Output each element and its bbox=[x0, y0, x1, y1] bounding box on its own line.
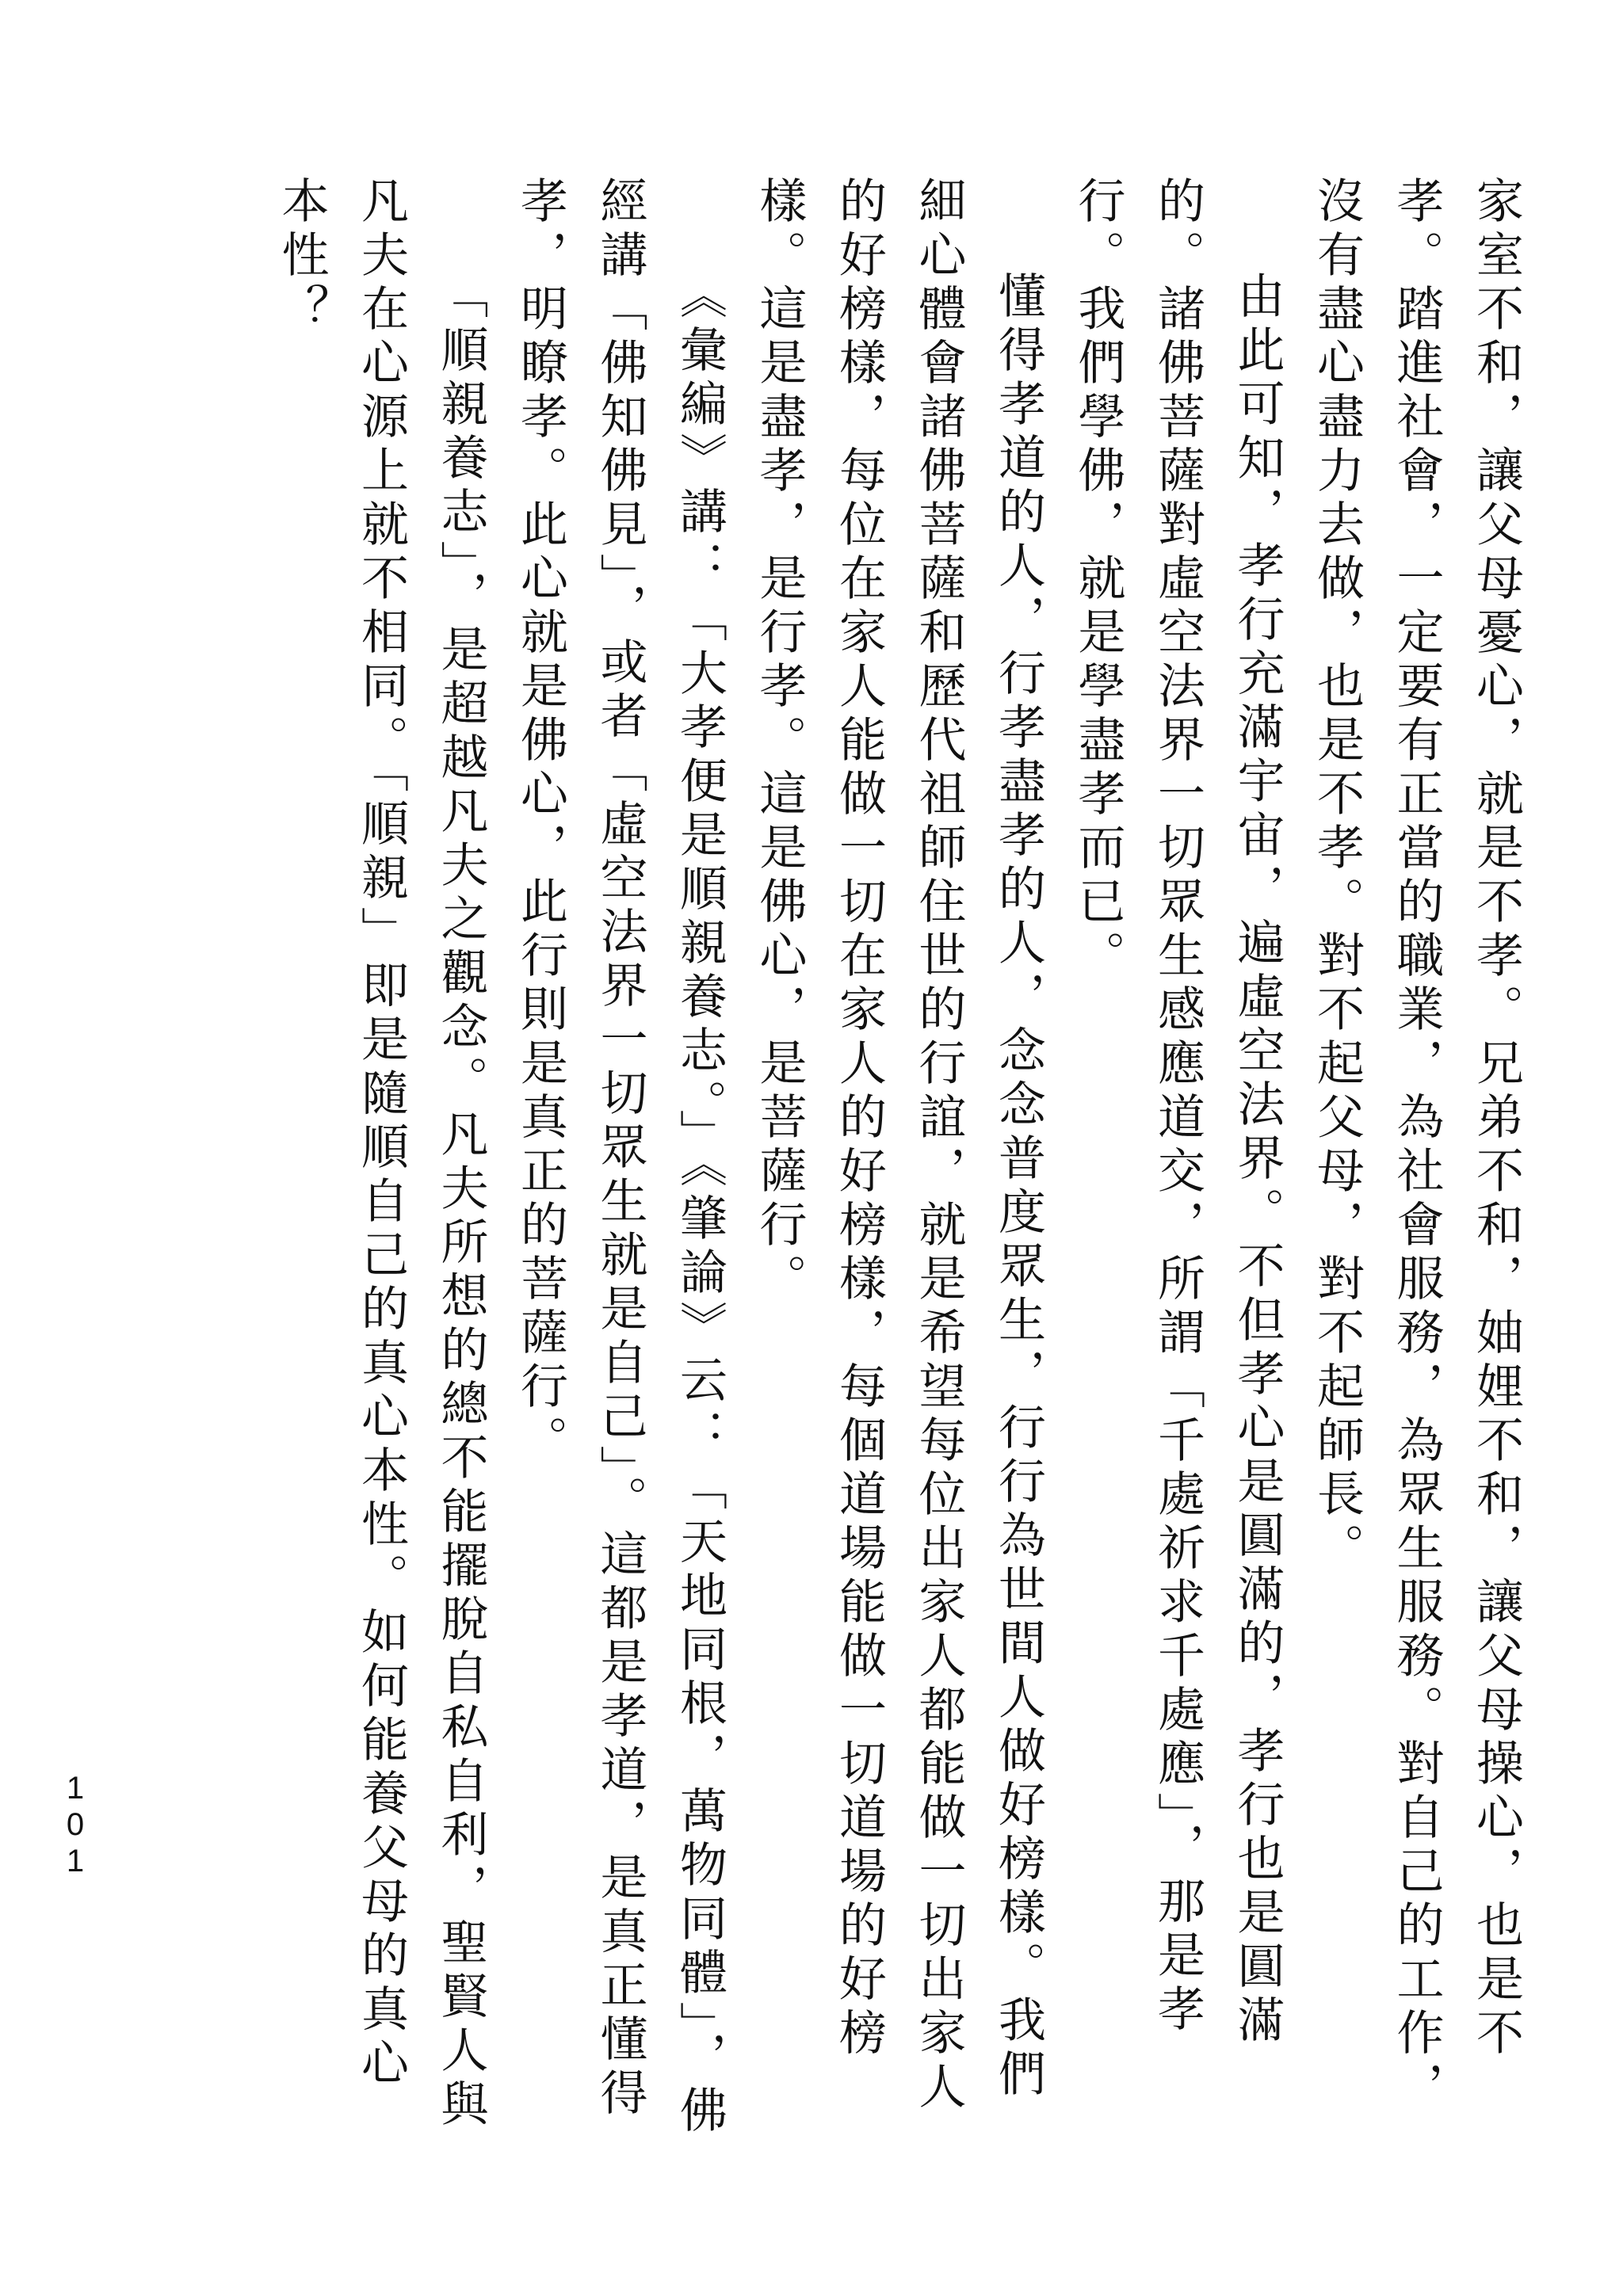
paragraph-1: 家室不和，讓父母憂心，就是不孝。兄弟不和，妯娌不和，讓父母操心，也是不孝。踏進社會，一定要有正當的職業，為社會服務，為眾生服務。對自己的工作，沒有盡心盡力去做，也是不孝。對不起父母，對不起師長。 bbox=[1309, 176, 1524, 2115]
paragraph-3: 懂得孝道的人，行孝盡孝的人，念念普度眾生，行行為世間人做好榜樣。我們細心體會諸佛菩薩和歷代祖師住世的行誼，就是希望每位出家人都能做一切出家人的好榜樣，每位在家人能做一切在家人的好榜樣，每個道場能做一切道場的好榜樣。這是盡孝，是行孝。這是佛心，是菩薩行。 bbox=[751, 176, 1046, 2115]
paragraph-5: 「順親養志」，是超越凡夫之觀念。凡夫所想的總不能擺脫自私自利，聖賢人與凡夫在心源上就不相同。「順親」即是隨順自己的真心本性。如何能養父母的真心本性？ bbox=[273, 176, 489, 2133]
vertical-text-body bbox=[62, 176, 1536, 2141]
page-number: 101 bbox=[58, 1771, 93, 1880]
paragraph-2: 由此可知，孝行充滿宇宙，遍虛空法界。不但孝心是圓滿的，孝行也是圓滿的。諸佛菩薩對虛空法界一切眾生感應道交，所謂「千處祈求千處應」，那是孝行。我們學佛，就是學盡孝而已。 bbox=[1070, 176, 1285, 2049]
paragraph-4: 《彙編》講：「大孝便是順親養志。」《肇論》云：「天地同根，萬物同體」，佛經講「佛知佛見」，或者「虛空法界一切眾生就是自己」。這都是孝道，是真正懂得孝，明瞭孝。此心就是佛心，此行則是真正的菩薩行。 bbox=[513, 176, 727, 2139]
